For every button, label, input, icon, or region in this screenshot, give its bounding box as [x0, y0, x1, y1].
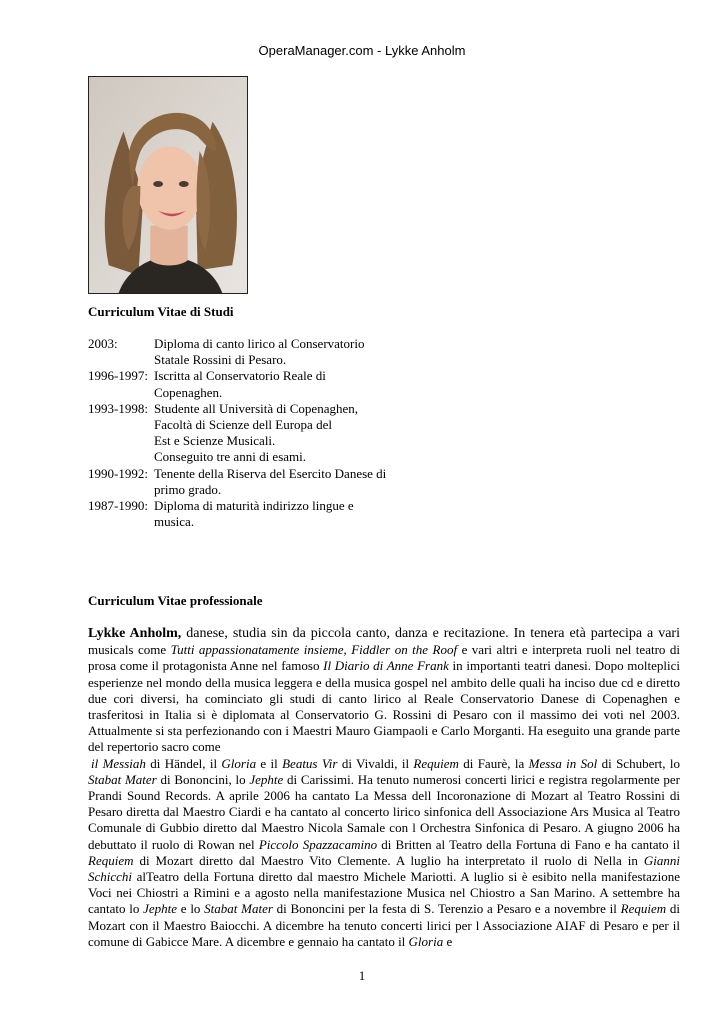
study-text: [154, 336, 428, 368]
studies-heading: Curriculum Vitae di Studi: [88, 304, 234, 319]
bio-paragraph: Lykke Anholm, danese, studia sin da piccola canto, danza e recitazione. In tenera età partecipa a vari musicals come Tutti appassionatamente insieme, Fiddler on the Roof e vari altri e interpreta ruoli nel teatro di prosa come il protagonista Anne nel famoso Il Diario di Anne Frank in importanti teatri danesi. Dopo molteplici esperienze nel mondo della musica leggera e della musica gospel nel ambito delle quali ha inciso due cd e diretto due cori diversi, ha cominciato gli studi di canto lirico al Reale Conservatorio Danese di Copenaghen e trasferitosi in Italia si è diplomata al Conservatorio G. Rossini di Pesaro con il massimo dei voti nel 2003. Attualmente si sta perfezionando con i Maestri Mauro Giampaoli e Carlo Morganti. Ha eseguito una grande parte del repertorio sacro come il Messiah di Händel, il Gloria e il Beatus Vir di Vivaldi, il Requiem di Faurè, la Messa in Sol di Schubert, lo Stabat Mater di Bononcini, lo Jephte di Carissimi. Ha tenuto numerosi concerti lirici e registra regolarmente per Prandi Sound Records. A aprile 2006 ha cantato La Messa dell Incoronazione di Mozart al Teatro Rossini di Pesaro diretta dal Maestro Ciardi e ha cantato al concerto lirico sinfonica dell Associazione Ars Musica al Teatro Comunale di Gubbio diretto dal Maestro Nicola Samale con l Orchestra Sinfonica di Pesaro. A giugno 2006 ha debuttato il ruolo di Rowan nel Piccolo Spazzacamino di Britten al Teatro della Fortuna di Fano e ha cantato il Requiem di Mozart diretto dal Maestro Vito Clemente. A luglio ha interpretato il ruolo di Nella in Gianni Schicchi alTeatro della Fortuna diretto dal maestro Michele Mariotti. A luglio si è esibito nella manifestazione Voci nei Chiostri a Rimini e a agosto nella manifestazione Musica nel Chiostro a San Marino. A settembre ha cantato lo Jephte e lo Stabat Mater di Bononcini per la festa di S. Terenzio a Pesaro e a novembre il Requiem di Mozart con il Maestro Baiocchi. A dicembre ha tenuto concerti lirici per l Associazione AIAF di Pesaro e per il comune di Gabicce Mare. A dicembre e gennaio ha cantato il Gloria e: [88, 626, 681, 949]
study-line: Statale Rossini di Pesaro.: [154, 352, 287, 368]
study-line: musica.: [154, 514, 195, 530]
study-year: 2003:: [88, 336, 118, 351]
study-entry: [88, 368, 428, 400]
artist-name: Lykke Anholm,: [88, 626, 182, 641]
study-line: Tenente della Riserva del Esercito Danese di: [154, 465, 387, 481]
study-line: Copenaghen.: [154, 384, 223, 400]
study-line: Iscritta al Conservatorio Reale di: [154, 368, 326, 384]
study-line: Diploma di canto lirico al Conservatorio: [154, 336, 365, 351]
study-line: Diploma di maturità indirizzo lingue e: [154, 498, 354, 514]
portrait-photo: [88, 76, 248, 294]
study-line: Est e Scienze Musicali.: [154, 433, 276, 449]
professional-heading: Curriculum Vitae professionale: [88, 593, 263, 608]
study-entry: [88, 401, 428, 466]
study-entry: [88, 498, 428, 530]
study-line: Studente all Università di Copenaghen,: [154, 400, 358, 416]
page-header: OperaManager.com - Lykke Anholm: [258, 43, 466, 58]
study-text: [154, 368, 428, 400]
study-text: [154, 466, 428, 498]
study-year: 1987-1990:: [88, 498, 148, 514]
study-line: Facoltà di Scienze dell Europa del: [154, 417, 332, 433]
study-year: 1996-1997:: [88, 368, 148, 384]
page-number: 1: [358, 968, 366, 983]
study-entry: [88, 336, 428, 368]
study-text: [154, 401, 428, 466]
study-text: [154, 498, 428, 530]
professional-biography: [88, 625, 680, 950]
portrait-image: [89, 77, 247, 293]
study-line: Conseguito tre anni di esami.: [154, 449, 307, 465]
study-entry: [88, 466, 428, 498]
study-year: 1990-1992:: [88, 465, 148, 481]
studies-list: [88, 336, 428, 530]
study-line: primo grado.: [154, 481, 222, 497]
study-year: 1993-1998:: [88, 400, 148, 416]
